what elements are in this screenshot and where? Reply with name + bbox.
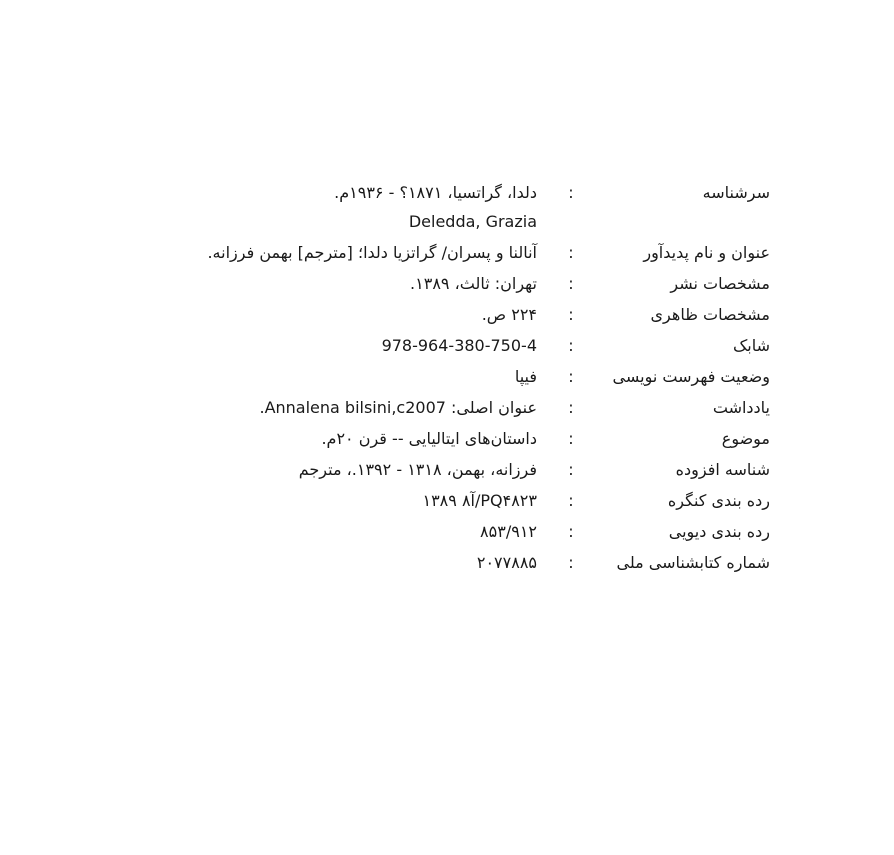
row-dewey-classification (0, 519, 894, 550)
value-line-persian: دلدا، گراتسیا، ۱۸۷۱؟ - ۱۹۳۶م. (334, 183, 537, 202)
field-separator: : (568, 522, 574, 541)
isbn-number: 978-964-380-750-4 (381, 336, 537, 355)
row-national-bibliography-number (0, 550, 894, 581)
field-value: PQ۴۸۲۳/آ۸ ۱۳۸۹ (422, 491, 537, 510)
field-value: فرزانه، بهمن، ۱۳۱۸ - ۱۳۹۲.، مترجم (298, 460, 537, 479)
row-publication (0, 271, 894, 302)
field-value: ۲۰۷۷۸۸۵ (476, 553, 537, 572)
latin-name: Deledda, Grazia (408, 212, 537, 231)
value-line-latin (17, 209, 537, 238)
field-separator: : (568, 553, 574, 572)
field-label: مشخصات نشر (670, 274, 770, 293)
field-label: سرشناسه (702, 183, 770, 202)
row-physical-description (0, 302, 894, 333)
row-added-entry (0, 457, 894, 488)
field-label: عنوان و نام پدیدآور (643, 243, 770, 262)
field-label: یادداشت (712, 398, 770, 417)
field-separator: : (568, 305, 574, 324)
field-separator: : (568, 336, 574, 355)
field-separator: : (568, 274, 574, 293)
field-separator: : (568, 429, 574, 448)
field-label: مشخصات ظاهری (650, 305, 770, 324)
field-value: فیپا (514, 367, 537, 386)
field-value: ۲۲۴ ص. (481, 305, 537, 324)
field-value: داستان‌های ایتالیایی -- قرن ۲۰م. (321, 429, 537, 448)
row-main-entry (0, 180, 894, 240)
field-separator: : (568, 243, 574, 262)
row-subject (0, 426, 894, 457)
field-separator: : (568, 491, 574, 510)
field-separator: : (568, 398, 574, 417)
field-value: تهران: ثالث، ۱۳۸۹. (410, 274, 537, 293)
field-separator: : (568, 183, 574, 202)
row-cataloging-status (0, 364, 894, 395)
field-value: آنالنا و پسران/ گراتزیا دلدا؛ [مترجم] بهمن فرزانه. (207, 243, 537, 262)
field-value (17, 180, 537, 238)
field-separator: : (568, 460, 574, 479)
cataloging-record (0, 180, 894, 581)
field-label: شماره کتابشناسی ملی (616, 553, 770, 572)
field-label: موضوع (721, 429, 770, 448)
row-lc-classification (0, 488, 894, 519)
field-label: وضعیت فهرست نویسی (612, 367, 770, 386)
field-label: رده بندی دیویی (668, 522, 770, 541)
field-label: رده بندی کنگره (667, 491, 770, 510)
row-isbn (0, 333, 894, 364)
field-label: شابک (732, 336, 770, 355)
field-value: ۸۵۳/۹۱۲ (480, 522, 537, 541)
row-title-statement (0, 240, 894, 271)
field-label: شناسه افزوده (675, 460, 770, 479)
row-note (0, 395, 894, 426)
field-value: عنوان اصلی: Annalena bilsini,c2007. (259, 398, 537, 417)
field-value (17, 333, 537, 359)
field-separator: : (568, 367, 574, 386)
